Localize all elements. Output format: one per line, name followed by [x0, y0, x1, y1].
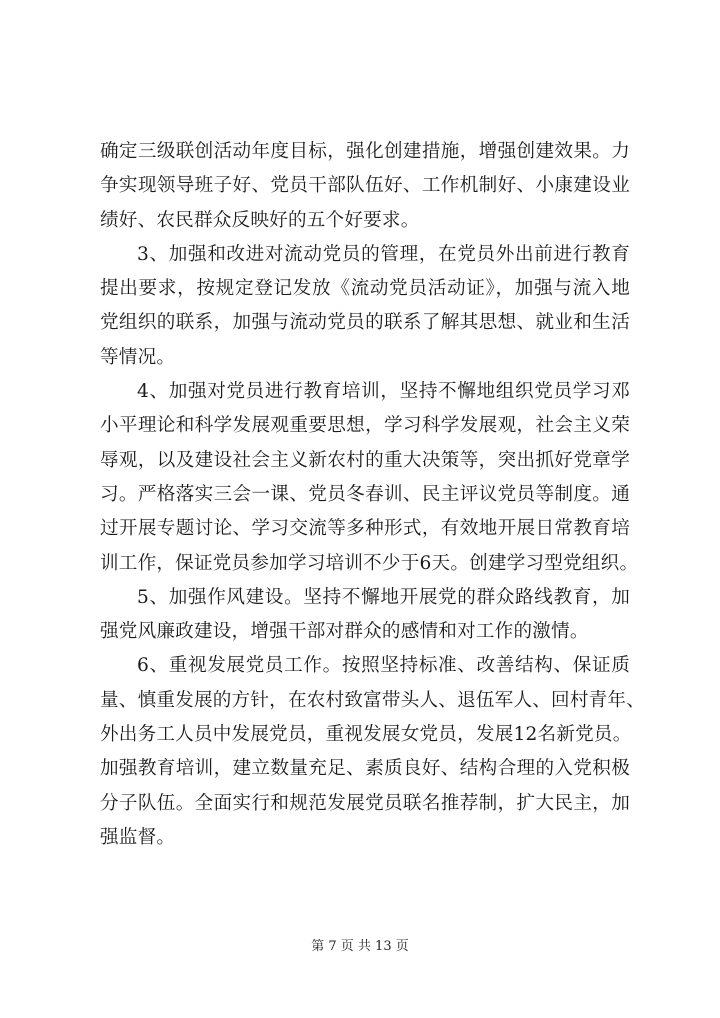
text-line: 训工作，保证党员参加学习培训不少于6天。创建学习型党组织。	[100, 552, 639, 574]
text-line: 争实现领导班子好、党员干部队伍好、工作机制好、小康建设业	[100, 175, 630, 197]
text-line: 绩好、农民群众反映好的五个好要求。	[100, 209, 420, 231]
paragraph	[100, 649, 646, 855]
text-line: 加强教育培训，建立数量充足、素质良好、结构合理的入党积极	[100, 758, 630, 780]
text-line: 强党风廉政建设，增强干部对群众的感情和对工作的激情。	[100, 621, 589, 643]
page-footer: 第 7 页 共 13 页	[311, 939, 409, 954]
text-line: 确定三级联创活动年度目标，强化创建措施，增强创建效果。力	[100, 141, 630, 162]
text-line: 分子队伍。全面实行和规范发展党员联名推荐制，扩大民主，加	[100, 792, 630, 814]
text-line: 党组织的联系，加强与流动党员的联系了解其思想、就业和生活	[100, 312, 630, 334]
text-line: 量、慎重发展的方针，在农村致富带头人、退伍军人、回村青年、	[100, 689, 646, 711]
text-line: 强监督。	[100, 826, 176, 848]
text-line: 辱观，以及建设社会主义新农村的重大决策等，突出抓好党章学	[100, 449, 630, 471]
text-line: 5、加强作风建设。坚持不懈地开展党的群众路线教育，加	[137, 586, 630, 608]
text-line: 外出务工人员中发展党员，重视发展女党员，发展12名新党员。	[100, 724, 632, 746]
paragraph	[100, 375, 639, 581]
text-line: 4、加强对党员进行教育培训，坚持不懈地组织党员学习邓	[137, 381, 630, 403]
text-line: 等情况。	[100, 346, 176, 368]
text-line: 习。严格落实三会一课、党员冬春训、民主评议党员等制度。通	[100, 483, 630, 505]
text-line: 6、重视发展党员工作。按照坚持标准、改善结构、保证质	[137, 655, 630, 677]
text-line: 过开展专题讨论、学习交流等多种形式，有效地开展日常教育培	[100, 518, 630, 540]
paragraph	[100, 238, 630, 375]
body-text	[100, 135, 646, 855]
text-line: 提出要求，按规定登记发放《流动党员活动证》，加强与流入地	[100, 278, 630, 300]
text-line: 小平理论和科学发展观重要思想，学习科学发展观，社会主义荣	[100, 415, 630, 437]
paragraph	[100, 581, 630, 650]
paragraph	[100, 135, 630, 238]
text-line: 3、加强和改进对流动党员的管理，在党员外出前进行教育	[137, 243, 630, 265]
